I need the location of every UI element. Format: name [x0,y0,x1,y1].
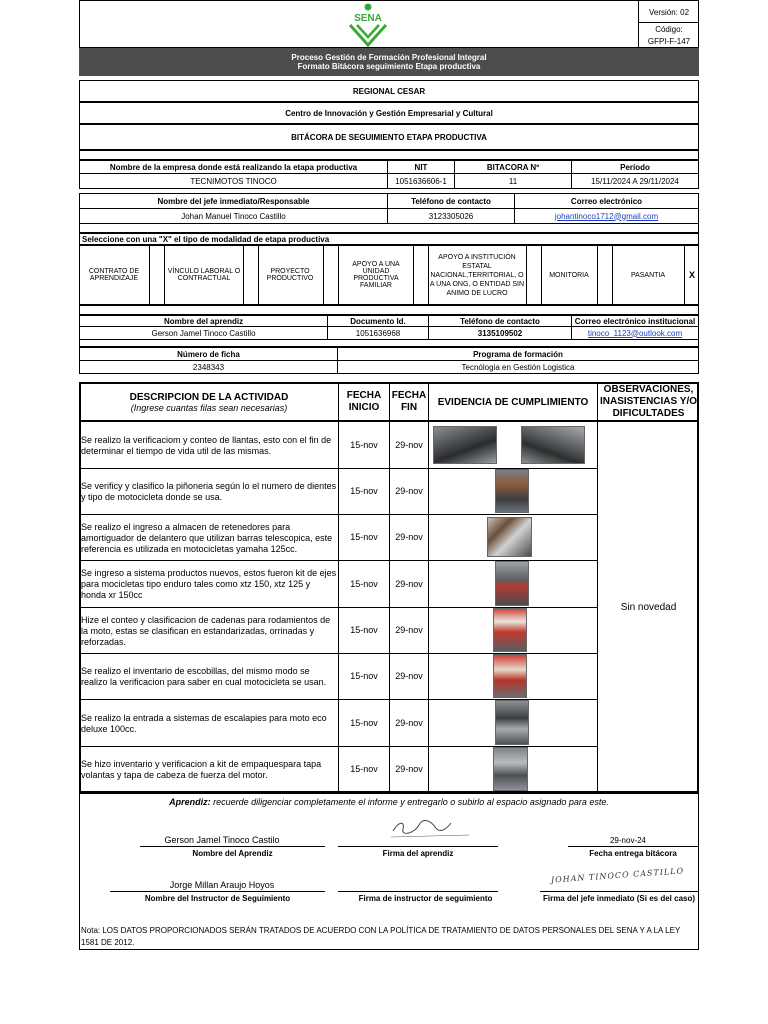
modality-option-vinculo: VÍNCULO LABORAL O CONTRACTUAL [167,268,241,282]
boss-name-label: Nombre del jefe inmediato/Responsable [79,193,388,209]
activity-4-start: 15-nov [350,578,378,589]
boss-phone-label: Teléfono de contacto [387,193,515,209]
apprentice-name: Gerson Jamel Tinoco Castillo [79,326,328,340]
modality-option-institucion: APOYO A INSTITUCIÓN ESTATAL NACIONAL,TERRITORIAL, O A UNA ONG, O ENTIDAD SIN ANIMO DE LUCRO [429,253,525,297]
program-label: Programa de formación [337,347,699,361]
activity-2-desc: Se verificy y clasifico la piñoneria según lo el numero de dientes y tipo de motocicleta donde se usa. [81,481,337,502]
apprentice-doc-label: Documento Id. [327,315,429,327]
reminder-text: recuerde diligenciar completamente el informe y entregarlo o subirlo al espacio asignado para este. [213,797,609,807]
col-desc-header [81,384,337,420]
activity-8-start: 15-nov [350,764,378,774]
instructor-signature-caption: Firma de instructor de seguimiento [358,893,493,903]
evidence-photo-axle-kits [495,561,529,606]
apprentice-name-caption: Nombre del Aprendiz [192,848,273,858]
apprentice-phone-label: Teléfono de contacto [428,315,572,327]
regional: REGIONAL CESAR [79,80,699,102]
apprentice-email-label: Correo electrónico institucional [571,315,699,327]
activity-1-desc: Se realizo la verificaciom y conteo de llantas, esto con el fin de determinar el tiempo de vida util de las mismas. [81,435,332,456]
delivery-date: 29-nov-24 [609,835,647,845]
activity-7-end: 29-nov [395,717,423,728]
activity-3-start: 15-nov [350,532,378,542]
activity-5-end: 29-nov [395,625,423,635]
evidence-photo-tires-1 [433,426,497,464]
sena-logo-icon [340,3,396,47]
activity-2-end: 29-nov [395,486,423,496]
reminder [79,797,699,809]
evidence-photo-seals [487,517,532,557]
activity-5-start: 15-nov [350,625,378,635]
activity-6-start: 15-nov [350,671,378,681]
boss-signature-caption: Firma del jefe inmediato (Si es del caso) [542,893,696,903]
period-label: Período [571,160,699,174]
ficha-value: 2348343 [79,360,338,374]
apprentice-email-link[interactable]: tinoco_1123@outlook.com [571,326,699,340]
evidence-photo-chains [493,608,527,652]
boss-email-label: Correo electrónico [514,193,699,209]
boss-email-link[interactable]: johantinoco1712@gmail.com [514,208,699,224]
modality-option-contrato: CONTRATO DE APRENDIZAJE [88,268,140,282]
evidence-photo-gaskets [493,747,528,791]
col-start-header: FECHA INICIO [346,390,382,413]
code-value: GFPI-F-147 [647,36,691,46]
process-bar [79,48,699,76]
modality-option-monitoria: MONITORIA [549,271,589,279]
company-name: TECNIMOTOS TINOCO [79,173,388,189]
version: Versión: 02 [648,7,690,17]
delivery-date-caption: Fecha entrega bitácora [589,848,677,858]
nit-value: 1051636606-1 [387,173,455,189]
activity-8-end: 29-nov [395,764,423,774]
code-label: Código: [655,25,683,34]
bitacora-title: BITÁCORA DE SEGUIMIENTO ETAPA PRODUCTIVA [79,124,699,150]
nit-label: NIT [387,160,455,174]
apprentice-signature-caption: Firma del aprendiz [382,848,454,858]
evidence-photo-footrests [495,700,529,745]
evidence-photo-brushes [493,654,527,698]
apprentice-name-label: Nombre del aprendiz [79,315,328,327]
activity-6-desc: Se realizo el inventario de escobillas, del mismo modo se realizo la verificacion para saber en cual motocicleta se usan. [81,666,327,687]
activity-4-end: 29-nov [395,578,423,589]
activity-6-end: 29-nov [395,671,423,681]
evidence-photo-tires-2 [521,426,585,464]
reminder-label: Aprendiz: [169,797,211,807]
col-evidence-header: EVIDENCIA DE CUMPLIMIENTO [437,396,589,408]
boss-handwritten-name: JOHAN TINOCO CASTILLO [550,865,685,885]
apprentice-signature-image [385,817,475,841]
activity-4-desc: Se ingreso a sistema productos nuevos, estos fueron kit de ejes para mocicletas tipo enduro tales como xtz 150, xtz 125 y honda xr 150cc [81,568,337,600]
boss-name: Johan Manuel Tinoco Castillo [79,208,388,224]
sena-logo [340,3,396,47]
activity-2-start: 15-nov [350,486,378,496]
apprentice-phone: 3135109502 [428,326,572,340]
period-value: 15/11/2024 A 29/11/2024 [571,173,699,189]
apprentice-sign-name: Gerson Jamel Tinoco Castilo [164,834,280,845]
activity-8-desc: Se hizo inventario y verificacion a kit de empaquespara tapa volantas y tapa de cabeza de fuerza del motor. [81,759,322,780]
col-desc-title: DESCRIPCION DE LA ACTIVIDAD [129,391,289,403]
bitacora-label: BITACORA Nº [454,160,572,174]
activity-1-end: 29-nov [395,440,423,450]
instructor-name: Jorge Millan Araujo Hoyos [169,879,275,890]
activity-3-desc: Se realizo el ingreso a almacen de retenedores para amortiguador de delantero que utilizan barras telescopica, este referencia es utilizada en motocicletas yamaha 125cc. [81,521,333,554]
activity-5-desc: Hize el conteo y clasificacion de cadenas para rodamientos de la moto, estas se clasifican en estandarizadas, orrinadas y reforzadas. [81,614,331,647]
program-value: Tecnólogia en Gestión Logistica [337,360,699,374]
col-end-header: FECHA FIN [391,390,427,413]
privacy-note: Nota: LOS DATOS PROPORCIONADOS SERÁN TRATADOS DE ACUERDO CON LA POLÍTICA DE TRATAMIENTO DE DATOS PERSONALES DEL SENA Y A LA LEY 1581 DE 2012. [81,926,681,947]
boss-phone: 3123305026 [387,208,515,224]
apprentice-signature-icon [385,817,475,841]
col-desc-subtitle: (Ingrese cuantas filas sean necesarias) [130,402,288,413]
activity-7-start: 15-nov [350,717,378,728]
col-obs-header: OBSERVACIONES, INASISTENCIAS Y/O DIFICULTADES [599,384,698,419]
centro: Centro de Innovación y Gestión Empresarial y Cultural [79,102,699,124]
modality-option-proyecto: PROYECTO PRODUCTIVO [266,268,314,282]
instructor-name-caption: Nombre del Instructor de Seguimiento [144,893,291,903]
modality-option-pasantia: PASANTIA [630,271,666,279]
modality-option-unidad-familiar: APOYO A UNA UNIDAD PRODUCTIVA FAMILIAR [352,261,400,289]
process-title: Proceso Gestión de Formación Profesional Integral [291,53,487,62]
format-title: Formato Bitácora seguimiento Etapa productiva [297,62,481,71]
activity-1-start: 15-nov [350,440,378,450]
sena-logo-text: SENA [354,12,382,24]
bitacora-value: 11 [454,173,572,189]
evidence-photo-sprockets [495,469,529,513]
company-name-label: Nombre de la empresa donde está realizando la etapa productiva [79,160,388,174]
activity-7-desc: Se realizo la entrada a sistemas de escalapies para moto eco deluxe 100cc. [81,712,327,734]
activity-3-end: 29-nov [395,532,423,542]
observation-cell: Sin novedad [620,601,677,613]
ficha-label: Número de ficha [79,347,338,361]
apprentice-doc: 1051636968 [327,326,429,340]
modality-prompt: Seleccione con una "X" el tipo de modalidad de etapa productiva [79,233,699,245]
modality-mark: X [688,270,695,280]
